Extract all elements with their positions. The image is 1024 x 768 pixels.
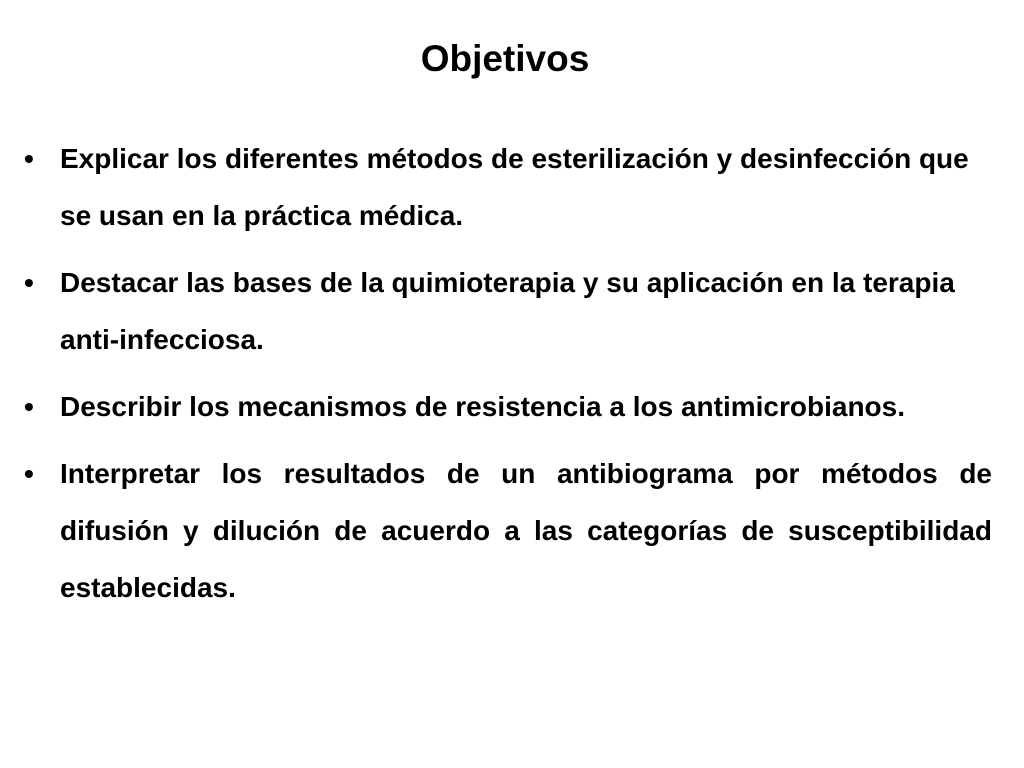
bullet-item <box>18 378 992 435</box>
bullet-text: Explicar los diferentes métodos de esterilización y desinfección que se usan en la práctica médica. <box>60 143 969 231</box>
bullet-item <box>18 445 992 616</box>
objectives-list <box>18 130 992 626</box>
bullet-icon: • <box>24 458 34 489</box>
bullet-icon: • <box>24 391 34 422</box>
slide-title: Objetivos <box>420 38 590 79</box>
bullet-icon: • <box>24 143 34 174</box>
bullet-text: Describir los mecanismos de resistencia a los antimicrobianos. <box>60 391 906 422</box>
bullet-icon: • <box>24 267 34 298</box>
bullet-text: Interpretar los resultados de un antibiograma por métodos de difusión y dilución de acuerdo a las categorías de susceptibilidad establecidas. <box>60 458 992 603</box>
bullet-item <box>18 130 992 244</box>
bullet-item <box>18 254 992 368</box>
bullet-text: Destacar las bases de la quimioterapia y su aplicación en la terapia anti-infecciosa. <box>60 267 955 355</box>
